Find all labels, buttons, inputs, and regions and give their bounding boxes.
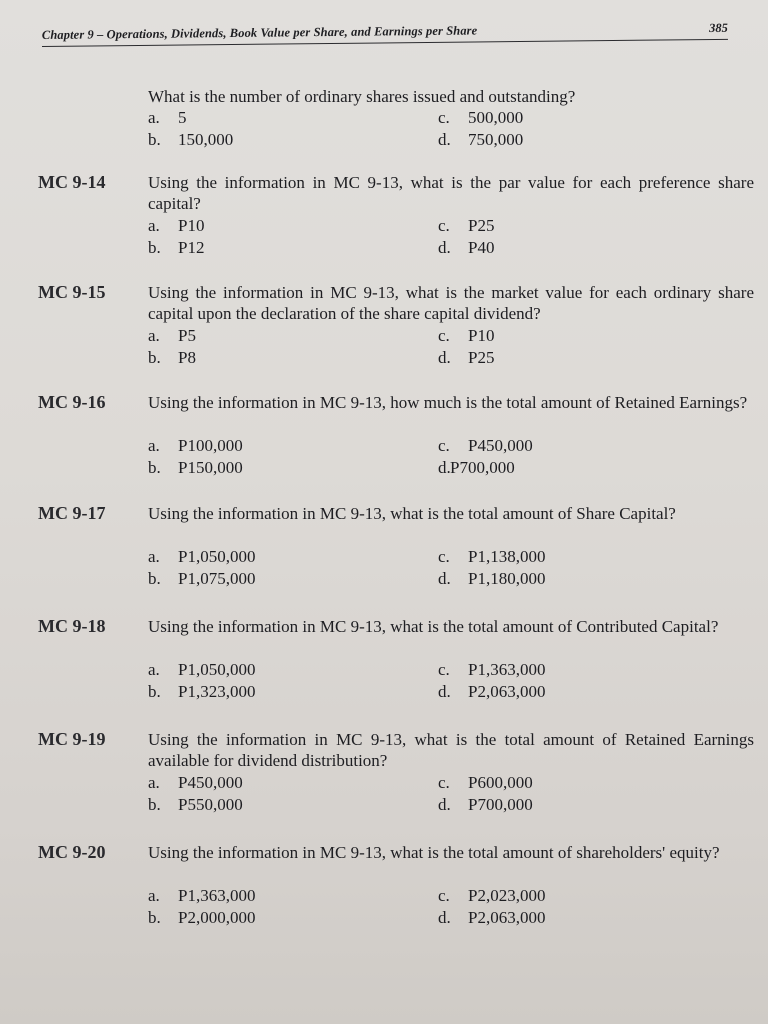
choice-c: c. P1,138,000: [438, 547, 546, 566]
question-text: Using the information in MC 9-13, what is the total amount of shareholders' equity?: [148, 843, 720, 862]
choice-c: c. P450,000: [438, 436, 533, 455]
choice-d: d. P2,063,000: [438, 908, 546, 927]
choice-a: a. P5: [148, 326, 196, 345]
choice-a: a. P450,000: [148, 773, 243, 792]
choice-b: b. P550,000: [148, 795, 243, 814]
choice-b: b. P2,000,000: [148, 908, 256, 927]
chapter-title: Chapter 9 – Operations, Dividends, Book Value per Share, and Earnings per Share: [41, 23, 478, 43]
choice-d: d. P2,063,000: [438, 682, 546, 701]
question-text: Using the information in MC 9-13, what is the par value for each preference share capital?: [148, 173, 754, 213]
choice-b: b. P12: [148, 238, 205, 257]
question-id: MC 9-17: [38, 503, 106, 523]
question-text: What is the number of ordinary shares issued and outstanding?: [148, 87, 576, 106]
question-text: Using the information in MC 9-13, what is the total amount of Retained Earnings available for dividend distribution?: [148, 730, 754, 770]
choice-a: a. P1,050,000: [148, 660, 256, 679]
question-text: Using the information in MC 9-13, how much is the total amount of Retained Earnings?: [148, 393, 748, 412]
choice-c: c. P1,363,000: [438, 660, 546, 679]
choice-d: d. P25: [438, 348, 495, 367]
choice-a: a. P1,363,000: [148, 886, 256, 905]
choice-d: d. P1,180,000: [438, 569, 546, 588]
question-id: MC 9-16: [38, 392, 106, 412]
choice-c: c. P10: [438, 326, 495, 345]
question-id: MC 9-19: [38, 729, 106, 749]
question-id: MC 9-20: [38, 842, 106, 862]
choice-a: a. P1,050,000: [148, 547, 256, 566]
choice-b: b. P8: [148, 348, 196, 367]
question-id: MC 9-14: [38, 172, 106, 192]
choice-b: b. P150,000: [148, 458, 243, 477]
choice-d: d.P700,000: [438, 458, 515, 477]
choice-b: b. P1,323,000: [148, 682, 256, 701]
choice-b: b. 150,000: [148, 130, 234, 149]
page-header: [42, 19, 728, 47]
choice-d: d. P40: [438, 238, 495, 257]
question-id: MC 9-15: [38, 282, 106, 302]
choice-c: c. 500,000: [438, 108, 524, 127]
choice-c: c. P25: [438, 216, 495, 235]
choice-d: d. 750,000: [438, 130, 524, 149]
choice-c: c. P600,000: [438, 773, 533, 792]
question-text: Using the information in MC 9-13, what is the total amount of Contributed Capital?: [148, 617, 719, 636]
choice-a: a. 5: [148, 108, 187, 127]
page-number: 385: [709, 20, 728, 36]
question-id: MC 9-18: [38, 616, 106, 636]
question-text: Using the information in MC 9-13, what is the market value for each ordinary share capital upon the declaration of the share capital dividend?: [148, 283, 754, 323]
choice-a: a. P100,000: [148, 436, 243, 455]
choice-c: c. P2,023,000: [438, 886, 546, 905]
choice-b: b. P1,075,000: [148, 569, 256, 588]
choice-a: a. P10: [148, 216, 205, 235]
choice-d: d. P700,000: [438, 795, 533, 814]
question-text: Using the information in MC 9-13, what is the total amount of Share Capital?: [148, 504, 676, 523]
